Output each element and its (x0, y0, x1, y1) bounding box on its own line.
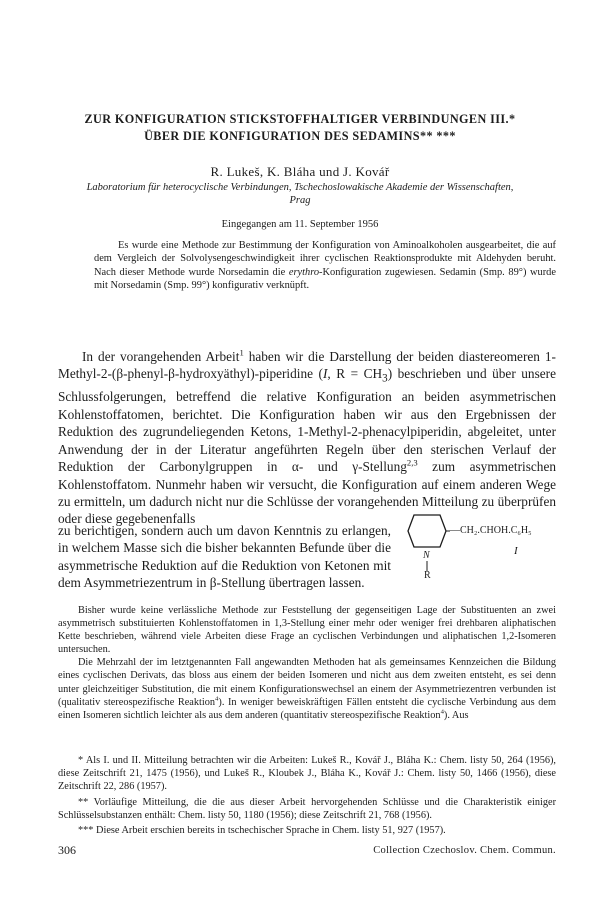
body-text-3: , R = CH (327, 366, 383, 382)
structure-substituent: —CH₂.CHOH.C₆H₅ (450, 525, 532, 536)
body-sub-3: 3 (382, 373, 388, 386)
small-p2-text-a: Die Mehrzahl der im letztgenannten Fall angewandten Methoden hat als gemeinsames Kennzeichen die Bildung eines cyclischen Derivats, das bloss aus einem der beiden Isomeren und nicht aus dem zweiten entsteht, es sei denn unter gleichzeitiger Substitution, die mit einem Konfigurationswechsel an einem der Asymmetriezentren verbunden ist (qualitativ stereospezifische Reaktion (58, 657, 556, 708)
abstract-erythro: erythro (288, 266, 320, 278)
structure-r-group: R (424, 570, 431, 581)
abstract-text-b: -Konfiguration zugewiesen. Sedamin (Smp. 89°) wurde mit Norsedamin (Smp. 99°) konfigurativ verknüpft. (94, 266, 556, 292)
footnote-3: *** Diese Arbeit erschien bereits in tschechischer Sprache in Chem. listy 51, 927 (1957). (78, 825, 446, 837)
affiliation-line-1: Laboratorium für heterocyclische Verbindungen, Tschechoslowakische Akademie der Wissenschaften, (86, 182, 514, 193)
small-p2-ref-1: 4 (215, 695, 219, 703)
small-text-section (58, 604, 556, 722)
abstract (94, 239, 556, 293)
body-text-2: haben wir die Darstellung der beiden diastereomeren 1-Methyl-2-(β-phenyl-β-hydroxyäthyl)-piperidine ( (58, 349, 556, 382)
structure-label: I (514, 545, 518, 557)
journal-name: Collection Czechoslov. Chem. Commun. (373, 845, 556, 856)
small-p2-text-c: ). Aus (443, 709, 469, 721)
body-ref-1: 1 (239, 347, 244, 358)
small-paragraph-2 (58, 656, 556, 721)
footnote-2: ** Vorläufige Mitteilung, die die aus dieser Arbeit hervorgehenden Schlüsse und die Charakteristik einiger Schlüsselsubstanzen enthält: Chem. listy 50, 1180 (1956); diese Zeitschrift 21, 768 (1956). (58, 796, 556, 821)
body-paragraph-continued: zu berichtigen, sondern auch um davon Kenntnis zu erlangen, in welchem Masse sich die bisher bekannten Befunde über die asymmetrische Reduktion auf die Reduktion von Ketonen mit dem Asymmetriezentrum in β-Stellung übertragen lassen. (58, 523, 391, 591)
body-ref-2: 2,3 (406, 457, 418, 468)
received-date: Eingegangen am 11. September 1956 (221, 219, 379, 230)
body-text-4: ) beschrieben und über unsere Schlussfolgerungen, betreffend die relative Konfiguration an beiden asymmetrischen Kohlenstoffatomen, berichtet. Die Konfiguration haben wir aus den Ergebnissen der Reduktion des zugrundeliegenden Ketons, 1-Methyl-2-phenacylpiperidin, abgeleitet, unter Anwendung der in der Literatur angeführten Regeln über den sterischen Verlauf der Reduktion der Carbonylgruppen in α- und γ-Stellung (58, 366, 556, 475)
structure-formula-i (400, 513, 570, 585)
footnotes (58, 754, 556, 839)
paper-title (40, 111, 560, 145)
small-paragraph-1: Bisher wurde keine verlässliche Methode zur Feststellung der gegenseitigen Lage der Substituenten an zwei asymmetrisch substituierten Kohlenstoffatomen in 1,3-Stellung einer mehr oder weniger frei drehbaren aliphatischen Kette beschrieben, während viele Arbeiten diese Frage an cyclischen Verbindungen und aliphatischen 1,2-Isomeren untersuchen. (58, 605, 556, 656)
small-p2-ref-2: 4 (440, 708, 444, 716)
footnote-1: * Als I. und II. Mitteilung betrachten wir die Arbeiten: Lukeš R., Kovář J., Bláha K.: Chem. listy 50, 264 (1956), diese Zeitschrift 21, 1475 (1956), und Lukeš R., Kloubek J., Bláha K., Kovář J.: Chem. listy 50, 1466 (1956), diese Zeitschrift 22, 286 (1957). (58, 755, 556, 793)
body-text-5: zum asymmetrischen Kohlenstoffatom. Nunmehr haben wir versucht, die Konfiguration auf einem anderen Wege zu ermitteln, um dadurch nicht nur die Schlüsse der vorangehenden Mitteilung zu überprüfen oder diese gegebenenfalls (58, 459, 556, 527)
page-number: 306 (58, 843, 76, 857)
small-p2-text-b: ). In weniger beweiskräftigen Fällen entsteht die cyclische Verbindung aus dem einen Isomeren sichtlich leichter als aus dem anderen (quantitativ stereospezifische Reaktion (58, 696, 556, 721)
title-line-2: ÜBER DIE KONFIGURATION DES SEDAMINS** *** (144, 129, 456, 143)
author-list: R. Lukeš, K. Bláha und J. Kovář (210, 164, 390, 179)
body-paragraph (58, 348, 556, 528)
structure-nitrogen: N (423, 550, 430, 561)
body-text-1: In der vorangehenden Arbeit (82, 349, 240, 364)
abstract-text-a: Es wurde eine Methode zur Bestimmung der Konfiguration von Aminoalkoholen ausgearbeitet, die auf dem Vergleich der Solvolysengeschwindigkeit ihrer cyclischen Reaktionsprodukte mit Aldehyden beruht. Nach dieser Methode wurde Norsedamin die (94, 240, 556, 278)
affiliation (40, 181, 560, 207)
affiliation-line-2: Prag (289, 195, 311, 206)
body-compound-i: I (322, 366, 328, 382)
title-line-1: ZUR KONFIGURATION STICKSTOFFHALTIGER VERBINDUNGEN III.* (84, 112, 516, 126)
